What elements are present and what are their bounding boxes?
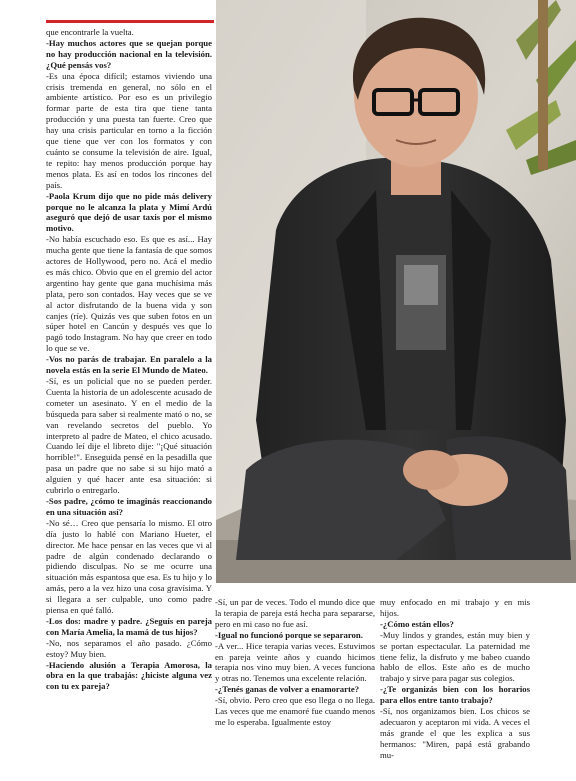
interview-answer: -A ver... Hice terapia varias veces. Estuvimos en pareja veinte años y cuando hicimos terapia nos vino muy bien. A veces funciona y otras no. Tenemos una excelente relación. bbox=[215, 640, 375, 684]
portrait-photo bbox=[216, 0, 576, 583]
interview-question: -Sos padre, ¿cómo te imaginás reaccionando en una situación así? bbox=[46, 495, 212, 517]
interview-question: -Vos no parás de trabajar. En paralelo a la novela estás en la serie El Mundo de Mateo. bbox=[46, 354, 212, 376]
interview-answer: -No había escuchado eso. Es que es así... Hay mucha gente que tiene la fantasía de que somos actores de Hollywood, pero no. Acá el medio es más chico. Obvio que en el gremio del actor argentino hay gente que gana muchísima más plata, pero son contados. Hay veces que se ve al actor disfrutando de la buena vida y son canjes (ríe). Quizás ves que suben fotos en un súper hotel en Cancún y después ves que lo pagó todo Instagram. No hay que creer en todo lo que se ve. bbox=[46, 234, 212, 354]
interview-answer: -Es una época difícil; estamos viviendo una crisis tremenda en general, no sólo en el ambiente artístico. Por eso es un privilegio formar parte de esta tira que tiene tanta producción y una puesta tan fuerte. Creo que hay una crisis particular en torno a la ficción que tiene que ver con los formatos y con cuánto se consume la televisión de aire. Igual, te repito: hay menos producción porque hay menos plata. Es así en todos los rincones del país. bbox=[46, 70, 212, 190]
interview-answer: -Sí, es un policial que no se pueden perder. Cuenta la historia de un adolescente acusado de cometer un asesinato. Y en el medio de la búsqueda para saber si realmente mató o no, se van revelando secretos del pueblo. Yo interpreto al padre de Mateo, el chico acusado. Cuando leí dije el libreto dije: "¡Qué situación horrible!". Enseguida pensé en la pesadilla que pasa un padre que no sabe si su hijo mató a alguien y qué hacer ante esa situación: si cubrirlo o entregarlo. bbox=[46, 376, 212, 496]
interview-question: -Paola Krum dijo que no pide más delivery porque no le alcanza la plata y Mimí Ardú aseguró que dejó de usar taxis por el mismo motivo. bbox=[46, 190, 212, 234]
interview-question: -¿Te organizás bien con los horarios para ellos entre tanto trabajo? bbox=[380, 684, 530, 706]
interview-question: -Haciendo alusión a Terapia Amorosa, la obra en la que trabajás: ¿hiciste alguna vez con tu ex pareja? bbox=[46, 659, 212, 692]
interview-column-2 bbox=[215, 597, 375, 728]
interview-question: -Igual no funcionó porque se separaron. bbox=[215, 629, 363, 640]
interview-answer: que encontrarle la vuelta. bbox=[46, 27, 134, 37]
section-accent-bar bbox=[46, 20, 214, 23]
interview-answer: -Sí, un par de veces. Todo el mundo dice que la terapia de pareja está hecha para separarse, pero en mi caso no fue así. bbox=[215, 597, 375, 629]
interview-answer: -Sí, obvio. Pero creo que eso llega o no llega. Las veces que me enamoré fue cuando menos me lo esperaba. Igualmente estoy bbox=[215, 695, 375, 727]
interview-question: -¿Cómo están ellos? bbox=[380, 618, 454, 629]
interview-answer: -No sé… Creo que pensaría lo mismo. El otro día justo lo hablé con Mariano Hueter, el director. Me hace pensar en las veces que vi al padre de algún condenado declarando o pidiendo disculpas. No se me ocurre una situación más espantosa que esa. Es tu hijo y lo amás, pero a la vez hizo una cosa gravísima. Y si llegara a ser culpable, uno como padre piensa en qué falló. bbox=[46, 517, 212, 616]
interview-question: -Los dos: madre y padre. ¿Seguís en pareja con María Amelia, la mamá de tus hijos? bbox=[46, 615, 212, 637]
interview-column-3 bbox=[380, 597, 530, 761]
interview-column-1 bbox=[46, 27, 212, 692]
interview-answer: -No, nos separamos el año pasado. ¿Cómo estoy? Muy bien. bbox=[46, 637, 212, 659]
interview-question: -¿Tenés ganas de volver a enamorarte? bbox=[215, 684, 360, 695]
interview-answer: -Sí, nos organizamos bien. Los chicos se adecuaron y aceptaron mi vida. A veces el más grande el que les explica a sus hermanos: "Miren, papá está grabando mu- bbox=[380, 706, 530, 760]
interview-answer: -Muy lindos y grandes, están muy bien y se portan espectacular. La paternidad me tiene feliz, la disfruto y me babeo cuando hablo de ellos. Este año es de mucho trabajo y sirve para pagar sus colegios. bbox=[380, 629, 530, 684]
interview-answer: muy enfocado en mi trabajo y en mis hijos. bbox=[380, 597, 530, 618]
interview-question: -Hay muchos actores que se quejan porque no hay producción nacional en la televisión. ¿Qué pensás vos? bbox=[46, 37, 212, 70]
